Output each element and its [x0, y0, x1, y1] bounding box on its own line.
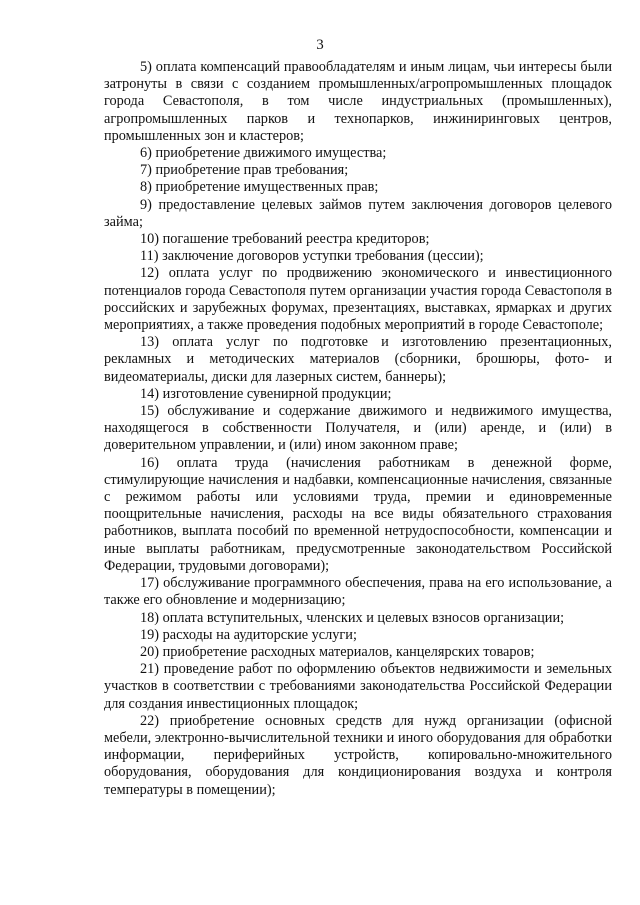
list-item: 6) приобретение движимого имущества;	[140, 145, 387, 162]
list-item: 19) расходы на аудиторские услуги;	[140, 626, 357, 643]
page-number: 3	[316, 37, 324, 53]
list-item: 21) проведение работ по оформлению объектов недвижимости и земельных участков в соответствии с требованиями законодательства Российской Федерации для создания инвестиционных площадок;	[104, 661, 612, 712]
list-item: 12) оплата услуг по продвижению экономического и инвестиционного потенциалов города Севастополя путем организации участия города Севастополя в российских и зарубежных форумах, презентациях, выставках, ярмарках и других мероприятиях, а также проведения подобных мероприятий в городе Севастополе;	[104, 265, 612, 334]
document-body	[104, 59, 612, 799]
list-item: 15) обслуживание и содержание движимого и недвижимого имущества, находящегося в собственности Получателя, и (или) аренде, и (или) в доверительном управлении, и (или) ином законном праве;	[104, 403, 612, 454]
list-item: 17) обслуживание программного обеспечения, права на его использование, а также его обновление и модернизацию;	[104, 575, 612, 609]
list-item: 22) приобретение основных средств для нужд организации (офисной мебели, электронно-вычислительной техники и иного оборудования для обработки информации, периферийных устройств, копировально-множительного оборудования, оборудования для кондиционирования воздуха и контроля температуры в помещении);	[104, 712, 612, 798]
list-item: 8) приобретение имущественных прав;	[140, 179, 379, 196]
list-item: 5) оплата компенсаций правообладателям и иным лицам, чьи интересы были затронуты в связи с созданием промышленных/агропромышленных площадок города Севастополя, в том числе индустриальных (промышленных), агропромышленных парков и технопарков, инжиниринговых центров, промышленных зон и кластеров;	[104, 59, 612, 144]
list-item: 16) оплата труда (начисления работникам в денежной форме, стимулирующие начисления и надбавки, компенсационные начисления, связанные с режимом работы или условиями труда, премии и единовременные поощрительные начисления, расходы на все виды обязательного страхования работников, выплата пособий по временной нетрудоспособности, компенсации и иные выплаты работникам, предусмотренные законодательством Российской Федерации, трудовыми договорами);	[104, 454, 612, 574]
list-item: 14) изготовление сувенирной продукции;	[140, 385, 392, 402]
list-item: 13) оплата услуг по подготовке и изготовлению презентационных, рекламных и методических материалов (сборники, брошюры, фото- и видеоматериалы, диски для лазерных систем, баннеры);	[104, 334, 612, 385]
list-item: 9) предоставление целевых займов путем заключения договоров целевого займа;	[104, 196, 612, 230]
list-item: 7) приобретение прав требования;	[140, 162, 349, 179]
list-item: 18) оплата вступительных, членских и целевых взносов организации;	[140, 609, 565, 626]
list-item: 20) приобретение расходных материалов, канцелярских товаров;	[140, 643, 535, 660]
list-item: 11) заключение договоров уступки требования (цессии);	[140, 248, 484, 265]
list-item: 10) погашение требований реестра кредиторов;	[140, 231, 430, 248]
